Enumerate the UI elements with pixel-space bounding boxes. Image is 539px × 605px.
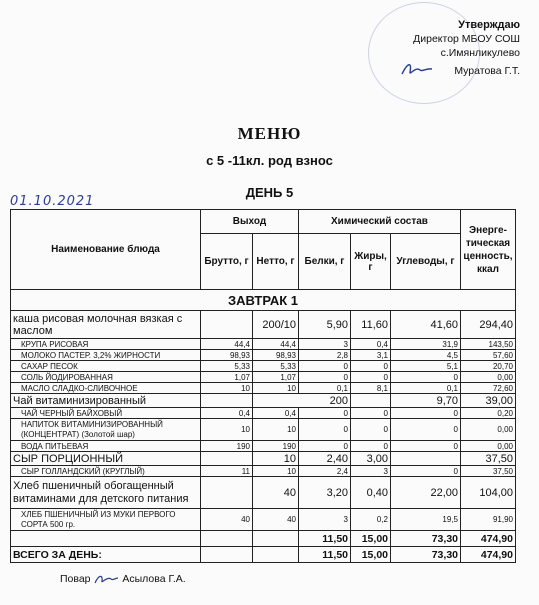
carbs-cell: 0 [391, 466, 461, 477]
protein-cell: 3 [299, 339, 351, 350]
subtotal-fat: 15,00 [351, 531, 391, 547]
energy-cell: 0,00 [461, 441, 516, 452]
carbs-cell: 0 [391, 419, 461, 441]
fat-cell: 3,1 [351, 350, 391, 361]
cook-label: Повар [60, 573, 91, 585]
brutto-cell [201, 477, 253, 509]
protein-cell: 0 [299, 419, 351, 441]
brutto-cell: 1,07 [201, 372, 253, 383]
energy-cell: 72,60 [461, 383, 516, 394]
energy-cell: 57,60 [461, 350, 516, 361]
fat-cell: 0,2 [351, 509, 391, 531]
protein-cell: 0 [299, 372, 351, 383]
netto-cell: 40 [253, 509, 299, 531]
protein-cell: 0 [299, 361, 351, 372]
brutto-cell: 40 [201, 509, 253, 531]
day-label: ДЕНЬ 5 [245, 185, 294, 200]
energy-cell: 104,00 [461, 477, 516, 509]
brutto-cell: 11 [201, 466, 253, 477]
fat-cell: 0,4 [351, 339, 391, 350]
energy-cell: 143,50 [461, 339, 516, 350]
approval-village: с.Имянликулево [440, 47, 520, 59]
carbs-cell: 31,9 [391, 339, 461, 350]
brutto-cell: 5,33 [201, 361, 253, 372]
subtotal-label [11, 531, 201, 547]
brutto-cell [201, 452, 253, 466]
fat-cell: 0 [351, 408, 391, 419]
total-label: ВСЕГО ЗА ДЕНЬ: [11, 547, 201, 563]
director-signature [400, 60, 434, 78]
col-output: Выход [201, 210, 299, 234]
page-subtitle: с 5 -11кл. род взнос [206, 153, 333, 168]
carbs-cell: 9,70 [391, 394, 461, 408]
dish-name: Чай витаминизированный [11, 394, 201, 408]
col-protein: Белки, г [299, 234, 351, 290]
total-carbs: 73,30 [391, 547, 461, 563]
carbs-cell: 41,60 [391, 311, 461, 339]
energy-cell: 37,50 [461, 452, 516, 466]
netto-cell: 10 [253, 452, 299, 466]
ingredient-name: НАПИТОК ВИТАМИНИЗИРОВАННЫЙ (КОНЦЕНТРАТ) (Золотой шар) [11, 419, 201, 441]
ingredient-name: ЧАЙ ЧЕРНЫЙ БАЙХОВЫЙ [11, 408, 201, 419]
col-dish-name: Наименование блюда [11, 210, 201, 290]
ingredient-name: МОЛОКО ПАСТЕР. 3,2% ЖИРНОСТИ [11, 350, 201, 361]
brutto-cell: 0,4 [201, 408, 253, 419]
ingredient-name: САХАР ПЕСОК [11, 361, 201, 372]
protein-cell: 3,20 [299, 477, 351, 509]
protein-cell: 3 [299, 509, 351, 531]
section-breakfast: ЗАВТРАК 1 [11, 290, 516, 311]
ingredient-name: СЫР ГОЛЛАНДСКИЙ (КРУГЛЫЙ) [11, 466, 201, 477]
fat-cell: 3,00 [351, 452, 391, 466]
fat-cell: 0,40 [351, 477, 391, 509]
energy-cell: 0,20 [461, 408, 516, 419]
netto-cell: 10 [253, 383, 299, 394]
carbs-cell: 0,1 [391, 383, 461, 394]
energy-cell: 294,40 [461, 311, 516, 339]
carbs-cell: 4,5 [391, 350, 461, 361]
ingredient-name: ВОДА ПИТЬЕВАЯ [11, 441, 201, 452]
fat-cell: 0 [351, 441, 391, 452]
brutto-cell [201, 311, 253, 339]
subtotal-energy: 474,90 [461, 531, 516, 547]
protein-cell: 0 [299, 408, 351, 419]
fat-cell: 0 [351, 419, 391, 441]
fat-cell: 0 [351, 361, 391, 372]
approval-position: Директор МБОУ СОШ [413, 33, 520, 45]
fat-cell: 0 [351, 372, 391, 383]
cook-signature [93, 573, 119, 585]
col-netto: Нетто, г [253, 234, 299, 290]
menu-table [10, 209, 516, 563]
protein-cell: 2,40 [299, 452, 351, 466]
fat-cell: 8,1 [351, 383, 391, 394]
dish-name: Хлеб пшеничный обогащенный витаминами для детского питания [11, 477, 201, 509]
carbs-cell: 22,00 [391, 477, 461, 509]
fat-cell: 3 [351, 466, 391, 477]
brutto-cell: 44,4 [201, 339, 253, 350]
col-energy: Энерге-тическая ценность, ккал [461, 210, 516, 290]
netto-cell: 190 [253, 441, 299, 452]
energy-cell: 0,00 [461, 372, 516, 383]
carbs-cell: 0 [391, 441, 461, 452]
brutto-cell: 98,93 [201, 350, 253, 361]
netto-cell: 5,33 [253, 361, 299, 372]
dish-name: СЫР ПОРЦИОННЫЙ [11, 452, 201, 466]
carbs-cell: 19,5 [391, 509, 461, 531]
netto-cell: 200 [253, 394, 351, 408]
protein-cell: 0,1 [299, 383, 351, 394]
col-chem: Химический состав [299, 210, 461, 234]
protein-cell: 2,8 [299, 350, 351, 361]
subtotal-carbs: 73,30 [391, 531, 461, 547]
netto-cell: 44,4 [253, 339, 299, 350]
handwritten-date: 01.10.2021 [10, 194, 95, 209]
fat-cell: 11,60 [351, 311, 391, 339]
total-protein: 11,50 [299, 547, 351, 563]
energy-cell: 39,00 [461, 394, 516, 408]
col-carbs: Углеводы, г [391, 234, 461, 290]
energy-cell: 0,00 [461, 419, 516, 441]
subtotal-protein: 11,50 [299, 531, 351, 547]
ingredient-name: КРУПА РИСОВАЯ [11, 339, 201, 350]
director-name: Муратова Г.Т. [454, 65, 520, 77]
ingredient-name: МАСЛО СЛАДКО-СЛИВОЧНОЕ [11, 383, 201, 394]
netto-cell: 0,4 [253, 408, 299, 419]
energy-cell: 37,50 [461, 466, 516, 477]
total-energy: 474,90 [461, 547, 516, 563]
col-fat: Жиры, г [351, 234, 391, 290]
protein-cell: 2,4 [299, 466, 351, 477]
protein-cell: 0 [299, 441, 351, 452]
col-brutto: Брутто, г [201, 234, 253, 290]
energy-cell: 20,70 [461, 361, 516, 372]
dish-name: каша рисовая молочная вязкая с маслом [11, 311, 201, 339]
brutto-cell: 190 [201, 441, 253, 452]
cook-name: Асылова Г.А. [122, 573, 186, 585]
brutto-cell: 10 [201, 419, 253, 441]
ingredient-name: ХЛЕБ ПШЕНИЧНЫЙ ИЗ МУКИ ПЕРВОГО СОРТА 500 гр. [11, 509, 201, 531]
footer-cook [60, 573, 186, 585]
carbs-cell: 5,1 [391, 361, 461, 372]
brutto-cell: 10 [201, 383, 253, 394]
approval-title: Утверждаю [458, 19, 520, 31]
protein-cell: 5,90 [299, 311, 351, 339]
carbs-cell: 0 [391, 408, 461, 419]
brutto-cell [201, 394, 253, 408]
netto-cell: 40 [253, 477, 299, 509]
fat-cell [351, 394, 391, 408]
netto-cell: 10 [253, 466, 299, 477]
netto-cell: 98,93 [253, 350, 299, 361]
page-title: МЕНЮ [237, 124, 302, 143]
netto-cell: 1,07 [253, 372, 299, 383]
energy-cell: 91,90 [461, 509, 516, 531]
total-fat: 15,00 [351, 547, 391, 563]
carbs-cell: 0 [391, 372, 461, 383]
carbs-cell [391, 452, 461, 466]
netto-cell: 10 [253, 419, 299, 441]
netto-cell: 200/10 [253, 311, 299, 339]
ingredient-name: СОЛЬ ЙОДИРОВАННАЯ [11, 372, 201, 383]
